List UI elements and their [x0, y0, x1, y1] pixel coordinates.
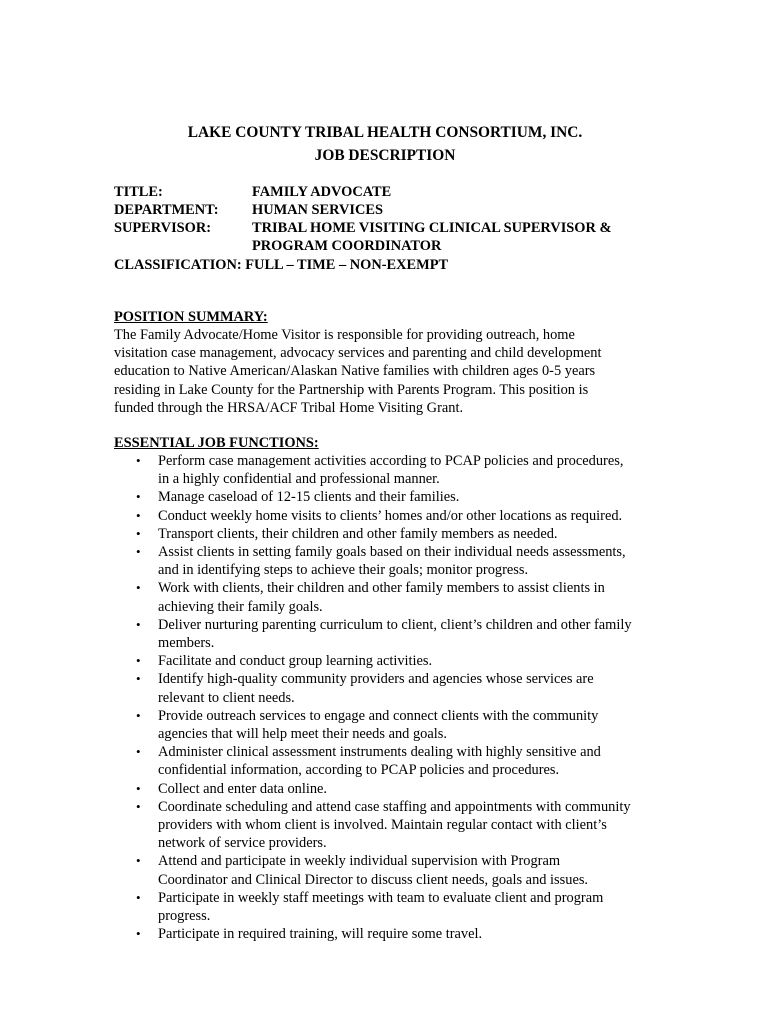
- classification-row: CLASSIFICATION: FULL – TIME – NON-EXEMPT: [114, 257, 449, 273]
- position-summary-text: [114, 326, 644, 417]
- list-item-text: Provide outreach services to engage and connect clients with the community: [158, 707, 599, 724]
- list-item: [114, 543, 654, 579]
- organization-name: LAKE COUNTY TRIBAL HEALTH CONSORTIUM, INC.: [187, 124, 583, 141]
- list-item-text: Coordinator and Clinical Director to discuss client needs, goals and issues.: [158, 871, 589, 888]
- list-item-text: Coordinate scheduling and attend case staffing and appointments with community: [158, 798, 631, 815]
- list-item-text: network of service providers.: [158, 835, 327, 852]
- bullet-icon: •: [136, 616, 141, 632]
- list-item-text: Attend and participate in weekly individual supervision with Program: [158, 853, 561, 870]
- department-label: DEPARTMENT:: [114, 202, 219, 218]
- list-item-text: Manage caseload of 12-15 clients and their families.: [158, 489, 460, 506]
- list-item: [114, 780, 654, 798]
- summary-line: residing in Lake County for the Partnership with Parents Program. This position is: [114, 381, 589, 398]
- department-row: [114, 201, 383, 219]
- list-item-text: achieving their family goals.: [158, 598, 323, 615]
- list-item-text: Assist clients in setting family goals based on their individual needs assessments,: [158, 544, 626, 561]
- list-item-text: members.: [158, 635, 215, 652]
- bullet-icon: •: [136, 544, 141, 560]
- bullet-icon: •: [136, 798, 141, 814]
- bullet-icon: •: [136, 889, 141, 905]
- list-item: [114, 616, 654, 652]
- list-item-text: and in identifying steps to achieve their goals; monitor progress.: [158, 562, 529, 579]
- list-item-text: relevant to client needs.: [158, 689, 295, 706]
- list-item: [114, 743, 654, 779]
- list-item: [114, 925, 654, 943]
- list-item: [114, 488, 654, 506]
- list-item-text: confidential information, according to PCAP policies and procedures.: [158, 762, 560, 779]
- list-item: [114, 889, 654, 925]
- list-item-text: Collect and enter data online.: [158, 780, 328, 797]
- essential-functions-list: [114, 452, 654, 943]
- list-item-text: in a highly confidential and professional manner.: [158, 471, 440, 488]
- summary-line: funded through the HRSA/ACF Tribal Home Visiting Grant.: [114, 399, 464, 416]
- list-item: [114, 452, 654, 488]
- bullet-icon: •: [136, 853, 141, 869]
- bullet-icon: •: [136, 489, 141, 505]
- list-item-text: Perform case management activities according to PCAP policies and procedures,: [158, 453, 624, 469]
- list-item: [114, 852, 654, 888]
- list-item: [114, 579, 654, 615]
- department-value: HUMAN SERVICES: [252, 202, 384, 218]
- list-item-text: Administer clinical assessment instruments dealing with highly sensitive and: [158, 744, 601, 761]
- list-item-text: Participate in weekly staff meetings with team to evaluate client and program: [158, 889, 604, 906]
- list-item: [114, 652, 654, 670]
- list-item-text: agencies that will help meet their needs and goals.: [158, 726, 447, 743]
- document-type-title: JOB DESCRIPTION: [314, 147, 456, 164]
- summary-line: The Family Advocate/Home Visitor is responsible for providing outreach, home: [114, 327, 575, 343]
- summary-line: visitation case management, advocacy services and parenting and child development: [114, 345, 602, 362]
- list-item: [114, 507, 654, 525]
- list-item-text: Identify high-quality community providers and agencies whose services are: [158, 671, 594, 688]
- supervisor-label: SUPERVISOR:: [114, 220, 212, 236]
- list-item-text: providers with whom client is involved. Maintain regular contact with client’s: [158, 817, 607, 834]
- list-item-text: Transport clients, their children and other family members as needed.: [158, 525, 558, 542]
- list-item-text: Work with clients, their children and other family members to assist clients in: [158, 580, 605, 597]
- list-item-text: progress.: [158, 908, 211, 925]
- bullet-icon: •: [136, 926, 141, 942]
- bullet-icon: •: [136, 525, 141, 541]
- supervisor-value-line1: TRIBAL HOME VISITING CLINICAL SUPERVISOR &: [252, 220, 612, 236]
- essential-functions-heading: ESSENTIAL JOB FUNCTIONS:: [114, 435, 319, 451]
- bullet-icon: •: [136, 707, 141, 723]
- list-item-text: Participate in required training, will require some travel.: [158, 926, 483, 943]
- title-value: FAMILY ADVOCATE: [252, 184, 392, 200]
- bullet-icon: •: [136, 580, 141, 596]
- bullet-icon: •: [136, 653, 141, 669]
- list-item-text: Deliver nurturing parenting curriculum to client, client’s children and other family: [158, 616, 632, 633]
- supervisor-row-continued: [114, 237, 441, 255]
- supervisor-row: [114, 219, 611, 237]
- bullet-icon: •: [136, 507, 141, 523]
- bullet-icon: •: [136, 671, 141, 687]
- list-item-text: Conduct weekly home visits to clients’ homes and/or other locations as required.: [158, 507, 623, 524]
- title-label: TITLE:: [114, 184, 163, 200]
- title-row: [114, 183, 391, 201]
- bullet-icon: •: [136, 744, 141, 760]
- bullet-icon: •: [136, 780, 141, 796]
- bullet-icon: •: [136, 453, 141, 468]
- list-item: [114, 670, 654, 706]
- list-item: [114, 798, 654, 853]
- list-item-text: Facilitate and conduct group learning activities.: [158, 653, 433, 670]
- list-item: [114, 707, 654, 743]
- position-summary-heading: POSITION SUMMARY:: [114, 309, 268, 325]
- summary-line: education to Native American/Alaskan Native families with children ages 0-5 years: [114, 363, 596, 380]
- list-item: [114, 525, 654, 543]
- supervisor-value-line2: PROGRAM COORDINATOR: [252, 238, 442, 254]
